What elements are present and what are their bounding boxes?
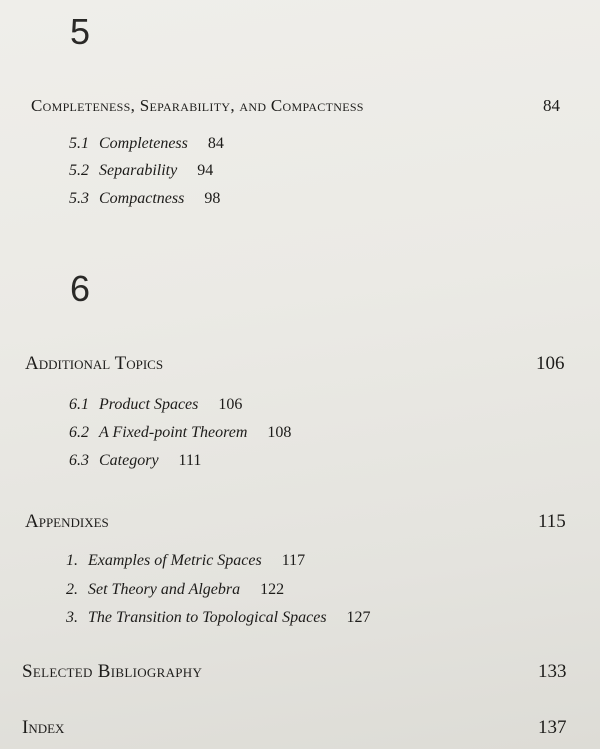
entry-page: 108 [267, 424, 292, 441]
chapter-5-page: 84 [543, 96, 560, 115]
bibliography-title: Selected Bibliography [22, 661, 203, 682]
entry-number: 1. [66, 552, 78, 569]
entry-page: 117 [281, 552, 306, 569]
entry-page: 127 [346, 609, 371, 626]
entry-page: 122 [260, 581, 285, 598]
toc-entry [66, 610, 371, 626]
toc-entry [69, 397, 242, 413]
entry-page: 84 [207, 135, 224, 152]
toc-entry [66, 553, 305, 569]
entry-number: 2. [66, 581, 78, 598]
bibliography-page: 133 [538, 661, 567, 682]
entry-title: Compactness [99, 190, 185, 207]
entry-number: 5.1 [69, 135, 89, 152]
entry-title: Product Spaces [99, 396, 199, 413]
entry-number: 6.2 [69, 424, 89, 441]
entry-page: 98 [204, 190, 221, 207]
entry-number: 6.3 [69, 452, 89, 469]
entry-title: Examples of Metric Spaces [88, 552, 262, 569]
appendixes-page: 115 [538, 511, 566, 532]
entry-title: The Transition to Topological Spaces [88, 609, 327, 626]
toc-entry [69, 425, 291, 441]
toc-entry [66, 582, 284, 598]
chapter-5-number: 5 [70, 11, 91, 52]
chapter-6-page: 106 [536, 353, 565, 374]
entry-number: 6.1 [69, 396, 89, 413]
toc-entry [69, 191, 220, 207]
entry-title: Separability [99, 162, 178, 179]
toc-entry [69, 136, 224, 152]
chapter-6-number: 6 [70, 268, 91, 309]
entry-number: 3. [66, 609, 78, 626]
entry-title: Category [99, 452, 159, 469]
toc-entry [69, 453, 201, 469]
entry-number: 5.3 [69, 190, 89, 207]
index-title: Index [22, 717, 65, 738]
entry-title: Completeness [99, 135, 188, 152]
appendixes-title: Appendixes [25, 511, 109, 532]
entry-page: 111 [178, 452, 202, 469]
entry-number: 5.2 [69, 162, 89, 179]
entry-title: A Fixed-point Theorem [99, 424, 248, 441]
chapter-5-title: Completeness, Separability, and Compactness [31, 96, 364, 115]
toc-entry [69, 163, 213, 179]
index-page: 137 [538, 717, 567, 738]
entry-title: Set Theory and Algebra [88, 581, 241, 598]
entry-page: 106 [218, 396, 243, 413]
chapter-6-title: Additional Topics [25, 353, 164, 374]
entry-page: 94 [197, 162, 214, 179]
